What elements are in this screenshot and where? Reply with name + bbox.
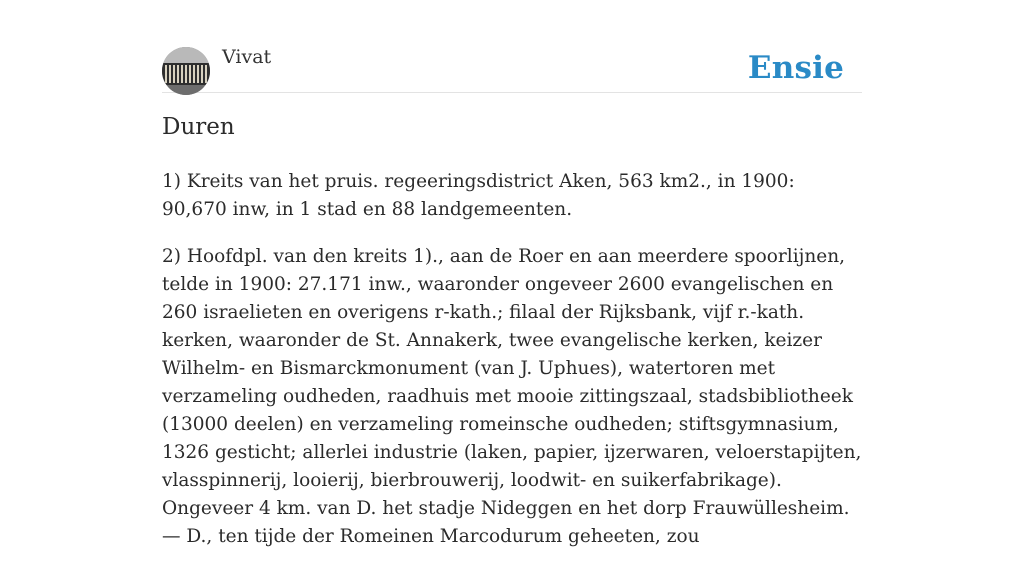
definition-paragraph-2: 2) Hoofdpl. van den kreits 1)., aan de Roer en aan meerdere spoorlijnen, telde in 1900: 27.171 inw., waaronder ongeveer 2600 evangelischen en 260 israelieten en overigens r-kath.; filaal der Rijksbank, vijf r.-kath. kerken, waaronder de St. Annakerk, twee evangelische kerken, keizer Wilhelm- en Bismarckmonument (van J. Uphues), watertoren met verzameling oudheden, raadhuis met mooie zittingszaal, stadsbibliotheek (13000 deelen) en verzameling romeinsche oudheden; stiftsgymnasium, 1326 gesticht; allerlei industrie (laken, papier, ijzerwaren, veloerstapijten, vlasspinnerij, looierij, bierbrouwerij, loodwit- en suikerfabrikage). Ongeveer 4 km. van D. het stadje Nideggen en het dorp Frauwüllesheim. — D., ten tijde der Romeinen Marcodurum geheeten, zou [162, 246, 862, 547]
definition-paragraph-1: 1) Kreits van het pruis. regeeringsdistrict Aken, 563 km2., in 1900: 90,670 inw, in 1 stad en 88 landgemeenten. [162, 171, 795, 220]
entry-content [162, 168, 864, 570]
source-name[interactable]: Vivat [222, 46, 272, 68]
book-spines-icon [162, 47, 210, 95]
brand-logo[interactable]: Ensie [747, 50, 844, 86]
entry-title: Duren [162, 114, 235, 140]
source-avatar[interactable] [162, 47, 210, 95]
header [162, 44, 862, 93]
